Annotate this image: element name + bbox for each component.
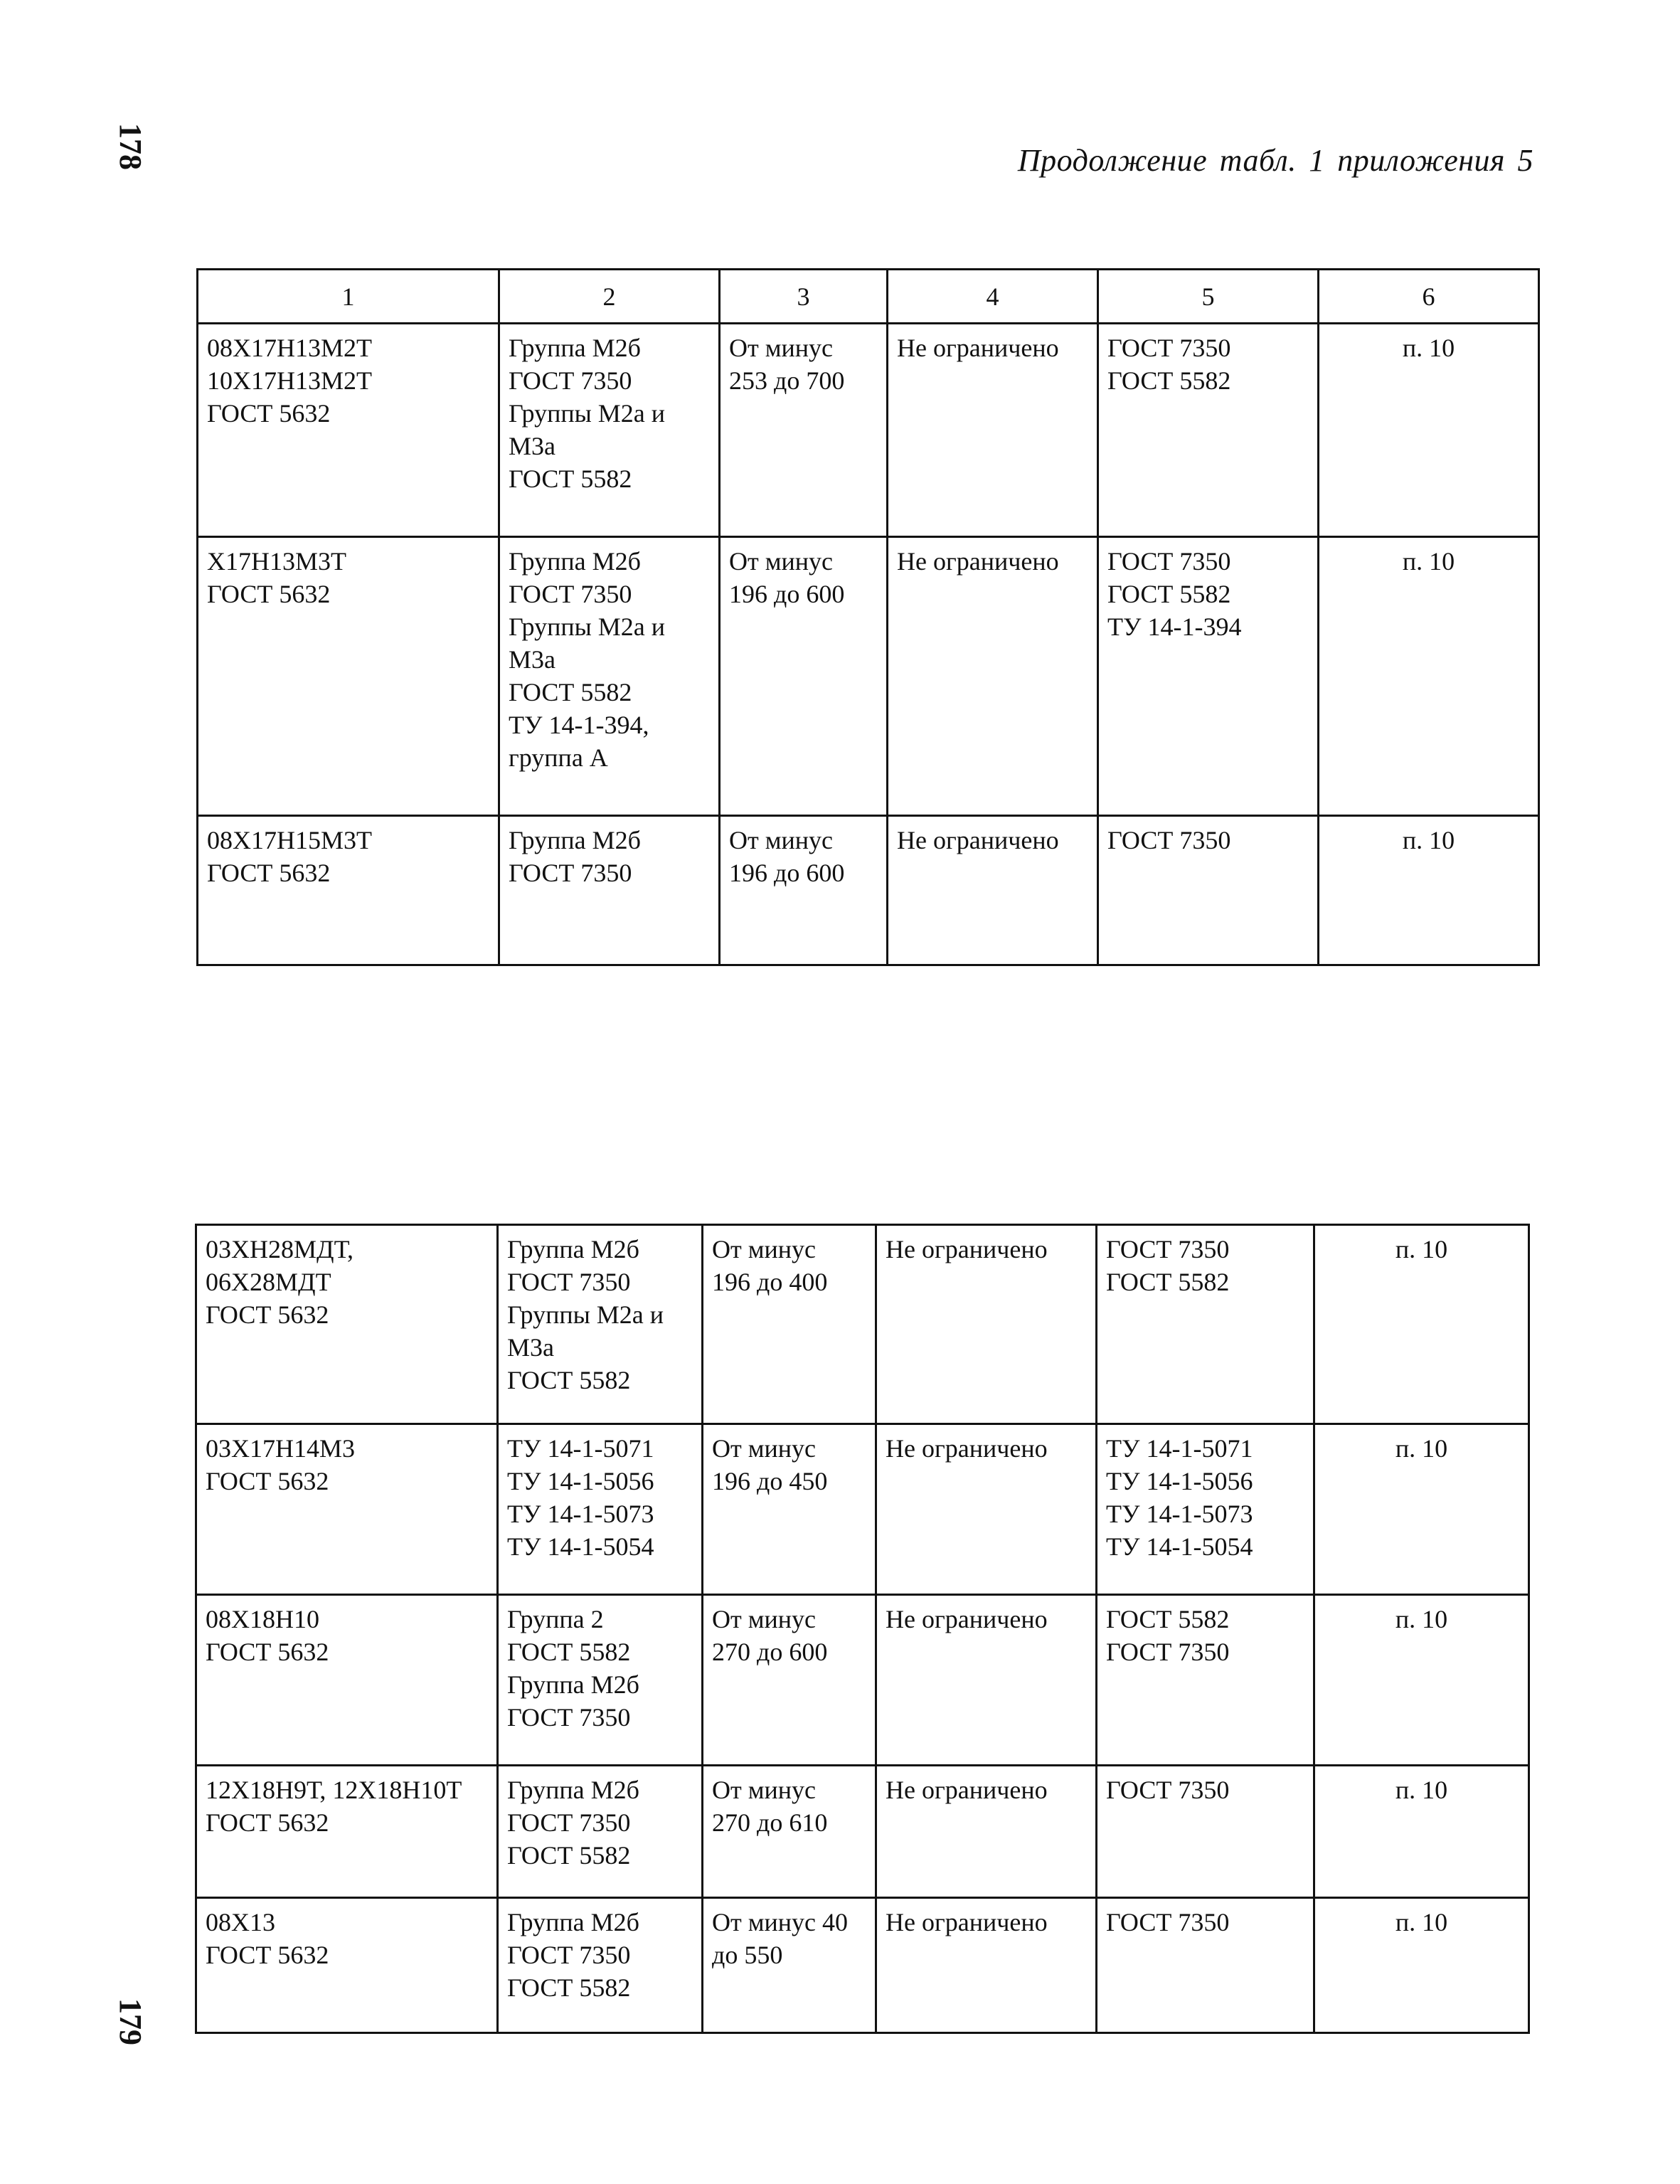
standard-cell: ТУ 14-1-5071 ТУ 14-1-5056 ТУ 14-1-5073 ТУ 14-1-5054 (1097, 1424, 1314, 1595)
standard-cell: ГОСТ 5582 ГОСТ 7350 (1097, 1595, 1314, 1766)
table-header-row (198, 270, 1539, 324)
temperature-range-cell: От минус 196 до 600 (720, 537, 888, 816)
limit-cell: Не ограничено (876, 1766, 1097, 1898)
table-row (198, 324, 1539, 537)
table-row (196, 1225, 1529, 1424)
clause-cell: п. 10 (1319, 537, 1539, 816)
clause-cell: п. 10 (1314, 1766, 1529, 1898)
temperature-range-cell: От минус 270 до 600 (703, 1595, 876, 1766)
standard-cell: ГОСТ 7350 ГОСТ 5582 (1098, 324, 1319, 537)
steel-grade-cell: 03Х17Н14М3 ГОСТ 5632 (196, 1424, 498, 1595)
clause-cell: п. 10 (1314, 1225, 1529, 1424)
material-group-cell: Группа М2б ГОСТ 7350 ГОСТ 5582 (498, 1898, 703, 2033)
steel-grade-cell: 08Х18Н10 ГОСТ 5632 (196, 1595, 498, 1766)
column-number-2: 2 (499, 270, 720, 324)
temperature-range-cell: От минус 253 до 700 (720, 324, 888, 537)
limit-cell: Не ограничено (876, 1595, 1097, 1766)
table-continuation-caption: Продолжение табл. 1 приложения 5 (1017, 143, 1533, 178)
standard-cell: ГОСТ 7350 ГОСТ 5582 ТУ 14-1-394 (1098, 537, 1319, 816)
temperature-range-cell: От минус 196 до 450 (703, 1424, 876, 1595)
clause-cell: п. 10 (1319, 324, 1539, 537)
material-group-cell: Группа М2б ГОСТ 7350 Группы М2а и М3а ГОСТ 5582 ТУ 14-1-394, группа А (499, 537, 720, 816)
standard-cell: ГОСТ 7350 ГОСТ 5582 (1097, 1225, 1314, 1424)
limit-cell: Не ограничено (876, 1898, 1097, 2033)
material-group-cell: Группа М2б ГОСТ 7350 Группы М2а и М3а ГОСТ 5582 (499, 324, 720, 537)
page-number-top: 178 (113, 123, 148, 170)
limit-cell: Не ограничено (888, 324, 1098, 537)
table-row (196, 1898, 1529, 2033)
lower-table (195, 1224, 1530, 2034)
material-group-cell: Группа М2б ГОСТ 7350 ГОСТ 5582 (498, 1766, 703, 1898)
limit-cell: Не ограничено (888, 537, 1098, 816)
standard-cell: ГОСТ 7350 (1097, 1766, 1314, 1898)
temperature-range-cell: От минус 40 до 550 (703, 1898, 876, 2033)
column-number-4: 4 (888, 270, 1098, 324)
limit-cell: Не ограничено (888, 816, 1098, 965)
page-number-bottom: 179 (113, 1998, 148, 2045)
steel-grade-cell: 12Х18Н9Т, 12Х18Н10Т ГОСТ 5632 (196, 1766, 498, 1898)
column-number-1: 1 (198, 270, 499, 324)
limit-cell: Не ограничено (876, 1424, 1097, 1595)
material-group-cell: Группа М2б ГОСТ 7350 (499, 816, 720, 965)
material-group-cell: ТУ 14-1-5071 ТУ 14-1-5056 ТУ 14-1-5073 ТУ 14-1-5054 (498, 1424, 703, 1595)
standard-cell: ГОСТ 7350 (1097, 1898, 1314, 2033)
table-row (198, 816, 1539, 965)
table-row (196, 1595, 1529, 1766)
material-group-cell: Группа 2 ГОСТ 5582 Группа М2б ГОСТ 7350 (498, 1595, 703, 1766)
table-row (196, 1424, 1529, 1595)
clause-cell: п. 10 (1314, 1898, 1529, 2033)
steel-grade-cell: Х17Н13М3Т ГОСТ 5632 (198, 537, 499, 816)
upper-table (196, 268, 1540, 966)
temperature-range-cell: От минус 196 до 600 (720, 816, 888, 965)
clause-cell: п. 10 (1314, 1595, 1529, 1766)
steel-grade-cell: 03ХН28МДТ, 06Х28МДТ ГОСТ 5632 (196, 1225, 498, 1424)
steel-grade-cell: 08Х13 ГОСТ 5632 (196, 1898, 498, 2033)
limit-cell: Не ограничено (876, 1225, 1097, 1424)
material-group-cell: Группа М2б ГОСТ 7350 Группы М2а и М3а ГОСТ 5582 (498, 1225, 703, 1424)
column-number-6: 6 (1319, 270, 1539, 324)
temperature-range-cell: От минус 196 до 400 (703, 1225, 876, 1424)
clause-cell: п. 10 (1314, 1424, 1529, 1595)
column-number-5: 5 (1098, 270, 1319, 324)
standard-cell: ГОСТ 7350 (1098, 816, 1319, 965)
steel-grade-cell: 08Х17Н15М3Т ГОСТ 5632 (198, 816, 499, 965)
steel-grade-cell: 08Х17Н13М2Т 10Х17Н13М2Т ГОСТ 5632 (198, 324, 499, 537)
clause-cell: п. 10 (1319, 816, 1539, 965)
temperature-range-cell: От минус 270 до 610 (703, 1766, 876, 1898)
table-row (196, 1766, 1529, 1898)
column-number-3: 3 (720, 270, 888, 324)
table-row (198, 537, 1539, 816)
